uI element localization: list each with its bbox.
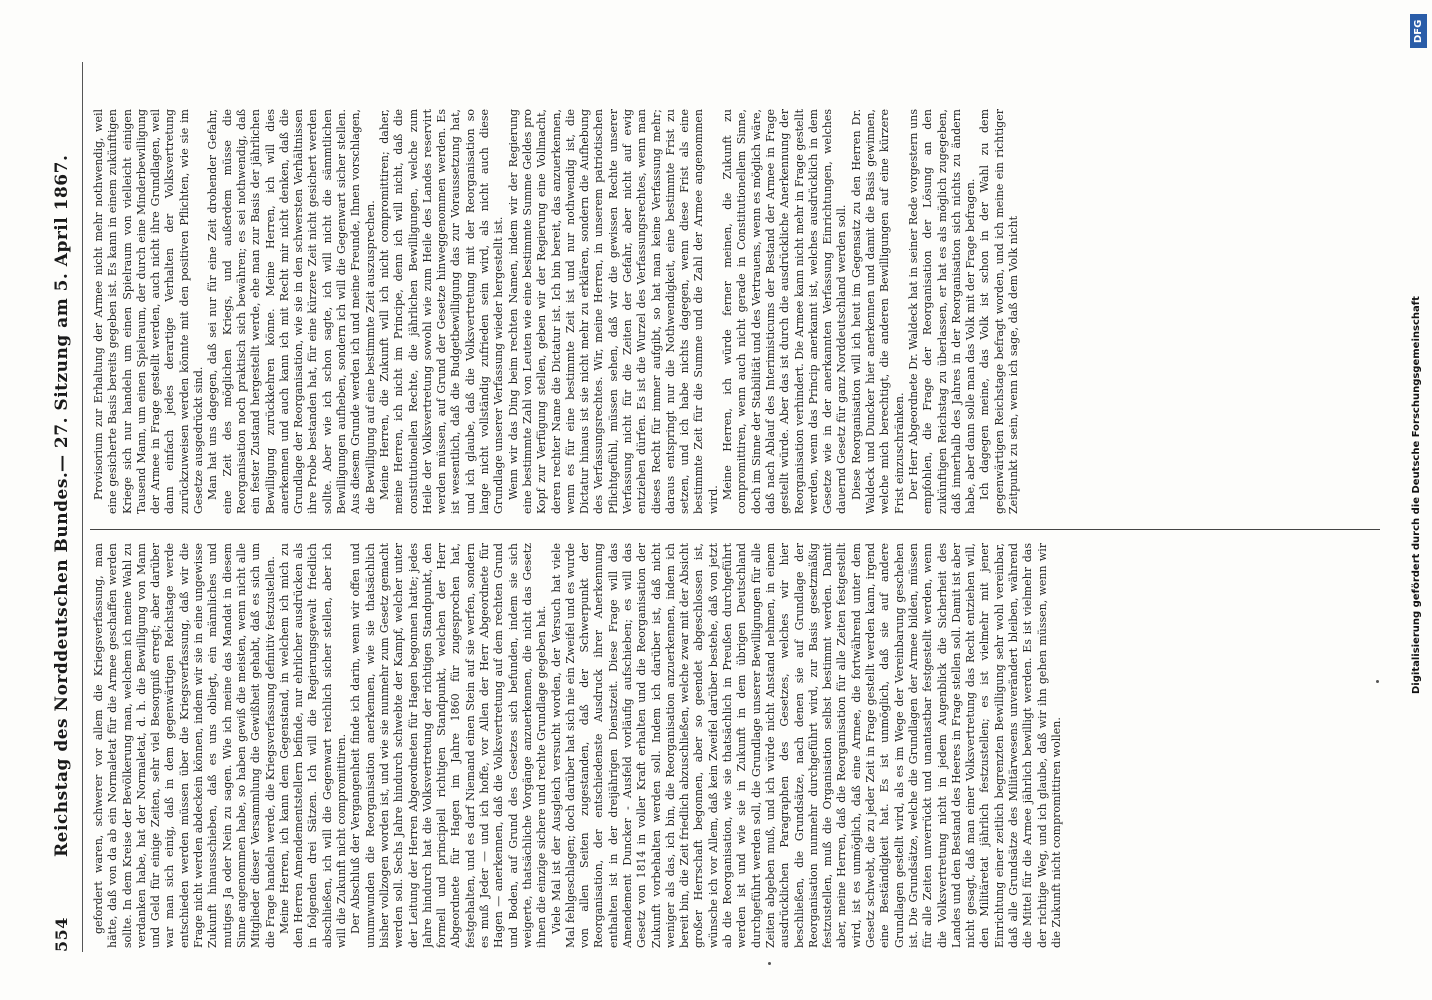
column-divider [90, 529, 1380, 530]
paragraph: Diese Reorganisation will ich heut im Gegensatz zu den Herren Dr. Waldeck und Duncker hier anerkennen und damit die Basis gewinnen, welche mich berechtigt, die anderen Bewilligungen auf eine kürzere Frist einzuschränken. [849, 109, 906, 514]
paragraph: Meine Herren, ich kann dem Gegenstand, in welchem ich mich zu den Herren Amendementstellern befinde, nur ehrlicher ausdrücken als in folgenden drei Sätzen. Ich will die Regierungsgewalt friedlich abschließen, ich will die Gegenwart reichlich sicher stellen, aber ich will die Zukunft nicht compromittiren. [277, 543, 349, 948]
paragraph: Der Herr Abgeordnete Dr. Waldeck hat in seiner Rede vorgestern uns empfohlen, die Frage der Reorganisation der Lösung an den zukünftigen Reichstag zu überlassen, er hat es als möglich zugegeben, daß innerhalb des Jahres in der Reorganisation sich nichts zu ändern habe, aber dann solle man das Volk mit der Frage befragen. [906, 109, 978, 514]
paragraph: Meine Herren, ich würde ferner meinen, die Zukunft zu compromittiren, wenn auch nicht gerade in Constitutionellem Sinne, doch im Sinne der Stabilität und des Vertrauens, wenn es möglich wäre, daß nach Ablauf des Interimisticums der Bestand der Armee in Frage gestellt würde. Aber das ist durch die ausdrückliche Anerkennung der Reorganisation verhindert. Die Armee kann nicht mehr in Frage gestellt werden, wenn das Princip anerkannt ist, welches ausdrücklich in dem Gesetze wie in der anerkannten Verfassung Einrichtungen, welches dauernd Gesetz für ganz Norddeutschland werden soll. [721, 109, 849, 514]
digitization-credit: Digitalisierung gefördert durch die Deutsche Forschungsgemeinschaft [1411, 296, 1422, 694]
dfg-sidebar [1408, 8, 1430, 988]
paragraph: Man hat uns dagegen, daß sei nur für eine Zeit drohender Gefahr, eine Zeit des möglichen Kriegs, und außerdem müsse die Reorganisation noch praktisch sich bewähren; es sei nothwendig, daß ein fester Zustand hergestellt werde, ehe man zur Basis der jährlichen Bewilligung zurückkehren könne. Meine Herren, ich will dies anerkennen und auch kann ich mit Recht mir nicht denken, daß die Grundlage der Reorganisation, wie sie in den schwersten Verhältnissen ihre Probe bestanden hat, für eine kürzere Zeit nicht gesichert werden sollte. Aber wie ich schon sagte, ich will nicht die sämmtlichen Bewilligungen aufheben, sondern ich will die Gegenwart sicher stellen. Aus diesem Grunde werden ich und meine Freunde, Ihnen vorschlagen, die Bewilligung auf eine bestimmte Zeit auszusprechen. [206, 109, 377, 514]
right-text-column [92, 109, 1382, 514]
paragraph: gefordert waren, schwerer vor allem die Kriegsverfassung, man hätte, daß von da ab ein Normaletat für die Armee geschaffen werden sollte. In dem Kreise der Bevölkerung man, welchem ich meine Wahl zu verdanken habe, hat der Normaletat, d. h. die Bewilligung von Mann und Geld für einige Zeiten, sehr viel Besorgniß erregt; aber darüber war man sich einig, daß in dem gegenwärtigen Reichstage werde entschieden werden müssen über die Kriegsverfassung, daß wir die Frage nicht werden abdeckein können, indem wir sie in eine ungewisse Zukunft hinausschieben, daß es uns obliegt, ein männliches und mutiges Ja oder Nein zu sagen. Wie ich meine das Mandat in diesem Sinne angenommen habe, so haben gewiß die meisten, wenn nicht alle Mitglieder dieser Versammlung die Gewißheit gehabt, daß es sich um die Frage handeln werde, die Kriegsverfassung definitiv festzustellen. [92, 543, 277, 948]
header-rule [82, 62, 83, 952]
paragraph: Viele Mal ist der Ausgleich versucht worden, der Versuch hat viele Mal fehlgeschlagen; doch darüber hat sich nie ein Zweifel und es wurde von allen Seiten zugestanden, daß der Schwerpunkt der Reorganisation, der entschiedenste Ausdruck ihrer Anerkennung enthalten ist in der dreijährigen Dienstzeit. Diese Frage will das Amendement Duncker - Ausfeld vorläufig aufschieben; es will das Gesetz von 1814 in voller Kraft erhalten und die Reorganisation der Zukunft vorbehalten werden soll. Indem ich darüber ist, daß nicht weniger als das, ich bin, die Reorganisation anzuerkennen, indem ich bereit bin, die Zeit friedlich abzuschließen, welche zwar mit der Absicht großer Herrschaft begonnen, aber so geendet abgeschlossen ist, wünsche ich vor Allem, daß kein Zweifel darüber bestehe, daß von jetzt ab die Reorganisation, wie sie thatsächlich in Preußen durchgeführt werden ist und wie sie in Zukunft in dem übrigen Deutschland durchgeführt werden soll, die Grundlage unserer Bewilligungen für alle Zeiten abgeben muß, und ich würde nicht Anstand nehmen, in einem ausdrücklichen Paragraphen des Gesetzes, welches wir hier beschließen, die Grundsätze, nach denen sie auf Grundlage der Reorganisation nunmehr durchgeführt wird, zur Basis gesetzmäßig festzustellen, muß die Organisation selbst bestimmt werden. Damit aber, meine Herren, daß die Reorganisation für alle Zeiten festgestellt wird, ist es unmöglich, daß eine Armee, die fortwährend unter dem Gesetz schwebt, die zu jeder Zeit in Frage gestellt werden kann, irgend eine Beständigkeit hat. Es ist unmöglich, daß sie auf andere Grundlagen gestellt wird, als es im Wege der Vereinbarung geschehen ist. Die Grundsätze, welche die Grundlagen der Armee bilden, müssen für alle Zeiten unverrückt und unantastbar festgestellt werden, wenn die Volksvertretung nicht in jedem Augenblick die Sicherheit des Landes und den Bestand des Heeres in Frage stellen soll. Damit ist aber nicht gesagt, daß man einer Volksvertretung das Recht entziehen will, den Militäretat jährlich festzustellen; es ist vielmehr mit jener Einrichtung einer zeitlich begrenzten Bewilligung sehr wohl vereinbar, daß alle Grundsätze des Militärwesens unverändert bleiben, während die Mittel für die Armee jährlich bewilligt werden. Es ist vielmehr das der richtige Weg, und ich glaube, daß wir ihn gehen müssen, wenn wir die Zukunft nicht compromittiren wollen. [549, 543, 1063, 948]
running-header [50, 62, 76, 952]
dfg-logo-badge: DFG [1410, 14, 1427, 48]
paragraph: Der Abschluß der Vergangenheit finde ich darin, wenn wir offen und unumwunden die Reorganisation anerkennen, wie sie thatsächlich bisher vollzogen worden ist, und wie sie nunmehr zum Gesetz gemacht werden soll. Sechs Jahre hindurch schwebte der Kampf, welcher unter der Leitung der Herren Abgeordneten für Hagen begonnen hatte; jedes Jahre hindurch hat die Volksvertretung der richtigen Standpunkt, den formell und principiell richtigen Standpunkt, welchen der Herr Abgeordnete für Hagen im Jahre 1860 für zugesprochen hat, festgehalten, und es darf Niemand einen Stein auf sie werfen, sondern es muß Jeder — und ich hoffe, vor Allen der Herr Abgeordnete für Hagen — anerkennen, daß die Volksvertretung auf dem rechten Grund und Boden, auf Grund des Gesetzes sich befunden, indem sie sich weigerte, thatsächliche Vorgänge anzuerkennen, die nicht das Gesetz ihnen die einzige sichere und rechte Grundlage gegeben hat. [349, 543, 549, 948]
page-number: 554 [52, 917, 71, 952]
paragraph: Wenn wir das Ding beim rechten Namen, indem wir der Regierung eine bestimmte Zahl von Leuten wie eine bestimmte Summe Geldes pro Kopf zur Verfügung stellen, geben wir der Regierung eine Vollmacht, deren rechter Name die Dictatur ist. Ich bin bereit, das anzuerkennen, wenn es für eine bestimmte Zeit ist und nur nothwendig ist, die Dictatur hinaus ist sie nicht mehr zu erklären, sondern die Aufhebung des Verfassungsrechtes. Wir, meine Herren, in unserem patriotischen Pflichtgefühl, müssen sehen, daß wir die gewissen Rechte unserer Verfassung nicht für die Zeiten der Gefahr, aber nicht auf ewig entziehen dürfen. Es ist die Wurzel des Verfassungsrechtes, wenn man dieses Recht für immer aufgibt, so hat man keine Verfassung mehr; daraus entspringt nur die Nothwendigkeit, eine bestimmte Frist zu setzen, und ich habe nichts dagegen, wenn diese Frist als eine bestimmte Zeit für die Summe und die Zahl der Armee angenommen wird. [506, 109, 720, 514]
header-left-title: Reichstag des Norddeutschen Bundes. [52, 471, 72, 857]
header-right-title: — 27. Sitzung am 5. April 1867. [52, 154, 72, 472]
paragraph: Provisorium zur Erhaltung der Armee nicht mehr nothwendig, weil eine gesicherte Basis bereits gegeben ist. Es kann in einem zukünftigen Kriege sich nur handeln um einen Spielraum von vielleicht einigen Tausend Mann, um einen Spielraum, der durch eine Minderbewilligung der Armee in Frage gestellt werden, auch nicht ihre Grundlagen, weil dann einfach jedes derartige Verhalten der Volksvertretung zurückzuweisen werden könnte mit den positiven Pflichten, wie sie im Gesetze ausgedrückt sind. [92, 109, 206, 514]
paragraph: Ich dagegen meine, das Volk ist schon in der Wahl zu dem gegenwärtigen Reichstage befragt worden, und ich meine ein richtiger Zeitpunkt zu sein, wenn ich sage, daß dem Volk nicht [978, 109, 1020, 514]
scan-speck [1376, 680, 1379, 683]
paragraph: Meine Herren, die Zukunft will ich nicht compromittiren; daher, meine Herren, ich nicht im Principe, denn ich will nicht, daß die constitutionellen Rechte, die jährlichen Bewilligungen, welche zum Heile der Volksvertretung sowohl wie zum Heile des Landes reservirt werden müssen, auf Grund der Gesetze hinweggenommen werden. Es ist wesentlich, daß die Budgetbewilligung das zur Voraussetzung hat, und ich glaube, daß die Volksvertretung mit der Reorganisation so lange nicht vollständig zufrieden sein wird, als nicht auch diese Grundlage unserer Verfassung wieder hergestellt ist. [377, 109, 506, 514]
left-text-column [92, 543, 1382, 948]
scan-speck [768, 962, 771, 965]
rotated-document [30, 30, 1410, 970]
